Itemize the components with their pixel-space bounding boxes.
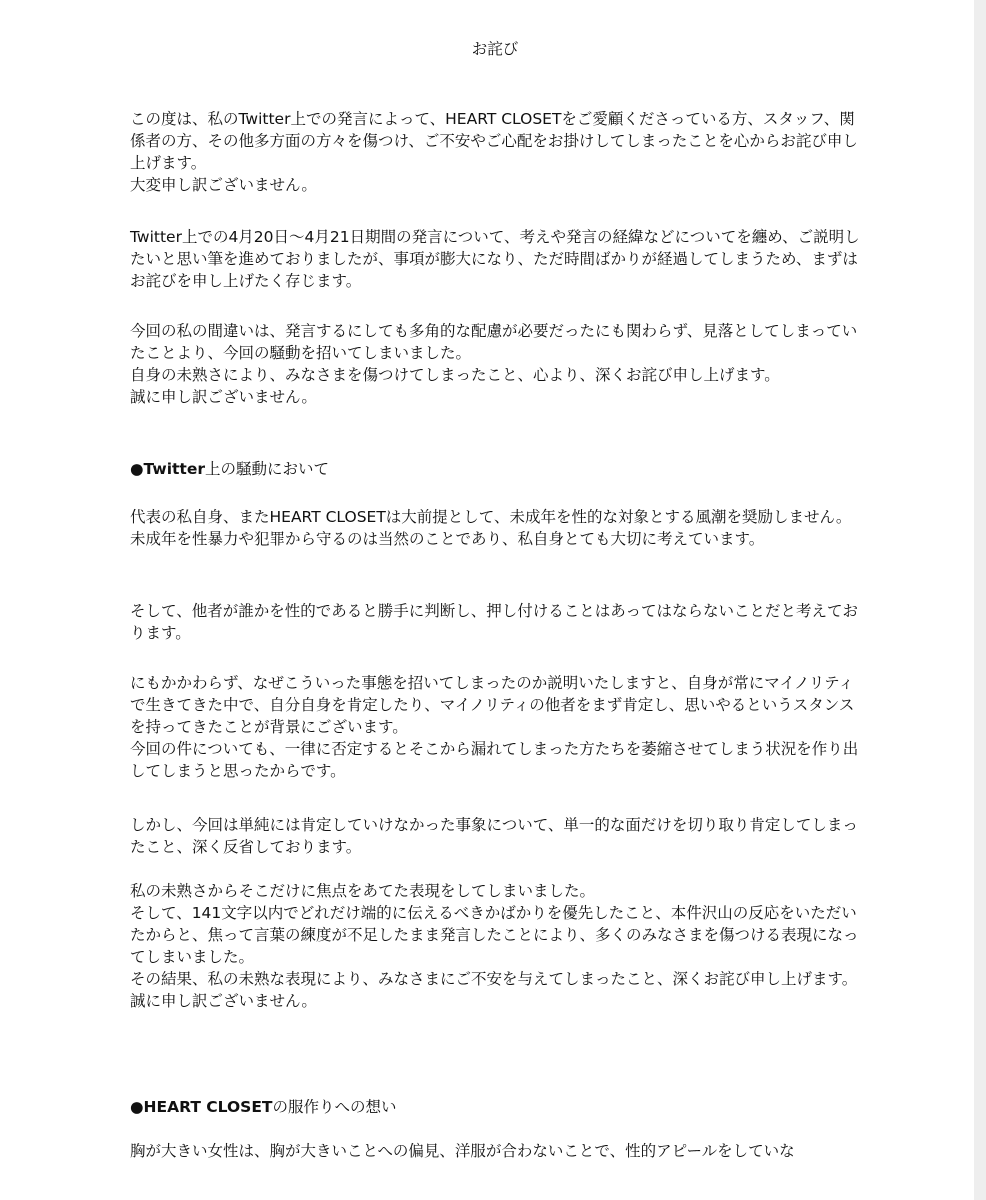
section-1-paragraph-1: 代表の私自身、またHEART CLOSETは大前提として、未成年を性的な対象とする風潮を奨励しません。未成年を性暴力や犯罪から守るのは当然のことであり、私自身とても大切に考えています。 (130, 508, 852, 548)
mistake-paragraph: 今回の私の間違いは、発言するにしても多角的な配慮が必要だったにも関わらず、見落としてしまっていたことより、今回の騒動を招いてしまいました。 自身の未熟さにより、みなさまを傷つけてしまったこと、心より、深くお詫び申し上げます。 誠に申し訳ございません。 (130, 322, 858, 406)
section-1-paragraph-2: そして、他者が誰かを性的であると勝手に判断し、押し付けることはあってはならないことだと考えております。 (130, 602, 859, 642)
section-heading-twitter (130, 458, 860, 480)
section-heading-heart-closet-bold: ●HEART CLOSET (130, 1098, 273, 1116)
section-1-paragraph-5: 私の未熟さからそこだけに焦点をあてた表現をしてしまいました。 そして、141文字以内でどれだけ端的に伝えるべきかばかりを優先したこと、本件沢山の反応をいただいたからと、焦って言葉の練度が不足したまま発言したことにより、多くのみなさまを傷つける表現になってしまいました。 その結果、私の未熟な表現により、みなさまにご不安を与えてしまったこと、深くお詫び申し上げます。 誠に申し訳ございません。 (130, 882, 859, 1010)
section-heading-heart-closet-rest: の服作りへの想い (272, 1098, 397, 1116)
intro-paragraph: この度は、私のTwitter上での発言によって、HEART CLOSETをご愛顧くださっている方、スタッフ、関係者の方、その他多方面の方々を傷つけ、ご不安やご心配をお掛けしてしまったことを心からお詫び申し上げます。 大変申し訳ございません。 (130, 110, 858, 194)
section-1-paragraph-4: しかし、今回は単純には肯定していけなかった事象について、単一的な面だけを切り取り肯定してしまったこと、深く反省しております。 (130, 816, 858, 856)
section-heading-twitter-rest: 上の騒動において (205, 460, 330, 478)
document-page (130, 0, 860, 1160)
section-2-paragraph-1: 胸が大きい女性は、胸が大きいことへの偏見、洋服が合わないことで、性的アピールをしていな (130, 1142, 795, 1160)
document-title: お詫び (471, 40, 519, 58)
section-heading-heart-closet (130, 1096, 860, 1118)
page-edge-strip (974, 0, 986, 1200)
section-heading-twitter-bold: ●Twitter (130, 460, 206, 478)
explanation-paragraph: Twitter上での4月20日～4月21日期間の発言について、考えや発言の経緯などについてを纏め、ご説明したいと思い筆を進めておりましたが、事項が膨大になり、ただ時間ばかりが経過してしまうため、まずはお詫びを申し上げたく存じます。 (130, 228, 860, 290)
section-1-paragraph-3: にもかかわらず、なぜこういった事態を招いてしまったのか説明いたしますと、自身が常にマイノリティで生きてきた中で、自分自身を肯定したり、マイノリティの他者をまず肯定し、思いやるというスタンスを持ってきたことが背景にございます。 今回の件についても、一律に否定するとそこから漏れてしまった方たちを萎縮させてしまう状況を作り出してしまうと思ったからです。 (130, 674, 859, 780)
